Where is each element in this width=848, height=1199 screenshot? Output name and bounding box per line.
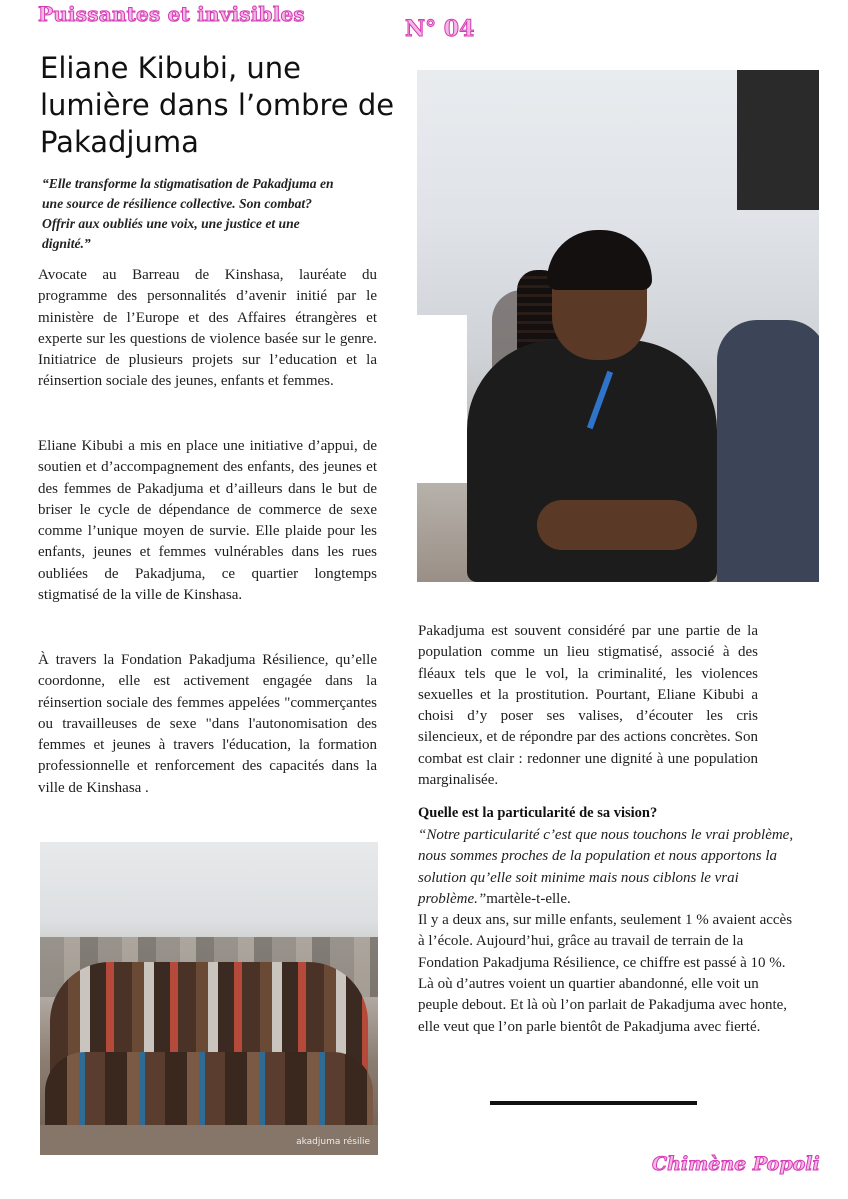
pull-quote: “Elle transforme la stigmatisation de Pakadjuma en une source de résilience collective. Son combat? Offrir aux oubliés une voix, une justice et une dignité.”	[42, 176, 334, 251]
section-divider	[490, 1101, 697, 1105]
closing-paragraph-conclusion: Là où d’autres voient un quartier abandonné, elle voit un peuple debout. Et là où l’on parlait de Pakadjuma avec honte, elle veut que l’on parle bientôt de Pakadjuma avec fierté.	[418, 976, 788, 1035]
photo-background-shape	[737, 70, 819, 210]
portrait-photo	[417, 70, 819, 582]
layout-notch	[414, 315, 467, 483]
article-headline: Eliane Kibubi, une lumière dans l’ombre de Pakadjuma	[40, 51, 395, 159]
section-tag: Puissantes et invisibles	[38, 2, 305, 26]
paragraph-initiative: Eliane Kibubi a mis en place une initiative d’appui, de soutien et d’accompagnement des enfants, des jeunes et des femmes de Pakadjuma et d’ailleurs dans le but de briser le cycle de dépendance de commerce de sexe comme l’unique moyen de survie. Elle plaide pour les enfants, jeunes et femmes vulnérables dans les rues oubliées de Pakadjuma, ce quartier longtemps stigmatisé de la ville de Kinshasa.	[38, 438, 377, 604]
children-group-photo	[40, 842, 378, 1155]
paragraph-pakadjuma: Pakadjuma est souvent considéré par une partie de la population comme un lieu stigmatisé, associé à des fléaux tels que le vol, la criminalité, les violences sexuelles et la prostitution. Pourtant, Eliane Kibubi a choisi d’y poser ses valises, d’écouter les cris silencieux, et de répondre par des actions concrètes. Son combat est clair : redonner une dignité à une population marginalisée.	[418, 623, 758, 789]
paragraph-intro: Avocate au Barreau de Kinshasa, lauréate du programme des personnalités d’avenir initié par le ministère de l’Europe et des Affaires étrangères et experte sur les questions de violence basée sur le genre. Initiatrice de plusieurs projets sur l’education et la réinsertion sociale des jeunes, enfants et femmes.	[38, 267, 377, 390]
photo-subject-hands	[537, 500, 697, 550]
vision-heading: Quelle est la particularité de sa vision?	[418, 805, 658, 821]
author-signature: Chimène Popoli	[652, 1153, 820, 1175]
vision-section	[418, 825, 802, 1038]
photo-watermark: akadjuma résilie	[296, 1137, 370, 1147]
issue-number: N° 04	[405, 16, 475, 42]
paragraph-foundation: À travers la Fondation Pakadjuma Résilience, qu’elle coordonne, elle est activement engagée dans la réinsertion sociale des femmes appelées "commerçantes ou travailleuses de sexe "dans l'autonomisation des femmes et jeunes à travers l'éducation, la formation professionnelle et renforcement des capacités dans la ville de Kinshasa .	[38, 652, 377, 796]
photo-background-figure	[717, 320, 819, 582]
vision-quote: “Notre particularité c’est que nous touchons le vrai problème, nous sommes proches de la population et nous apportons la solution qu’elle soit minime mais nous ciblons le vrai problème.”	[418, 827, 794, 907]
closing-paragraph-statistics: Il y a deux ans, sur mille enfants, seulement 1 % avaient accès à l’école. Aujourd’hui, grâce au travail de terrain de la Fondation Pakadjuma Résilience, ce chiffre est passé à 10 %.	[418, 912, 793, 971]
vision-attribution: martèle-t-elle.	[486, 890, 571, 907]
photo-subject-hair	[547, 230, 652, 290]
